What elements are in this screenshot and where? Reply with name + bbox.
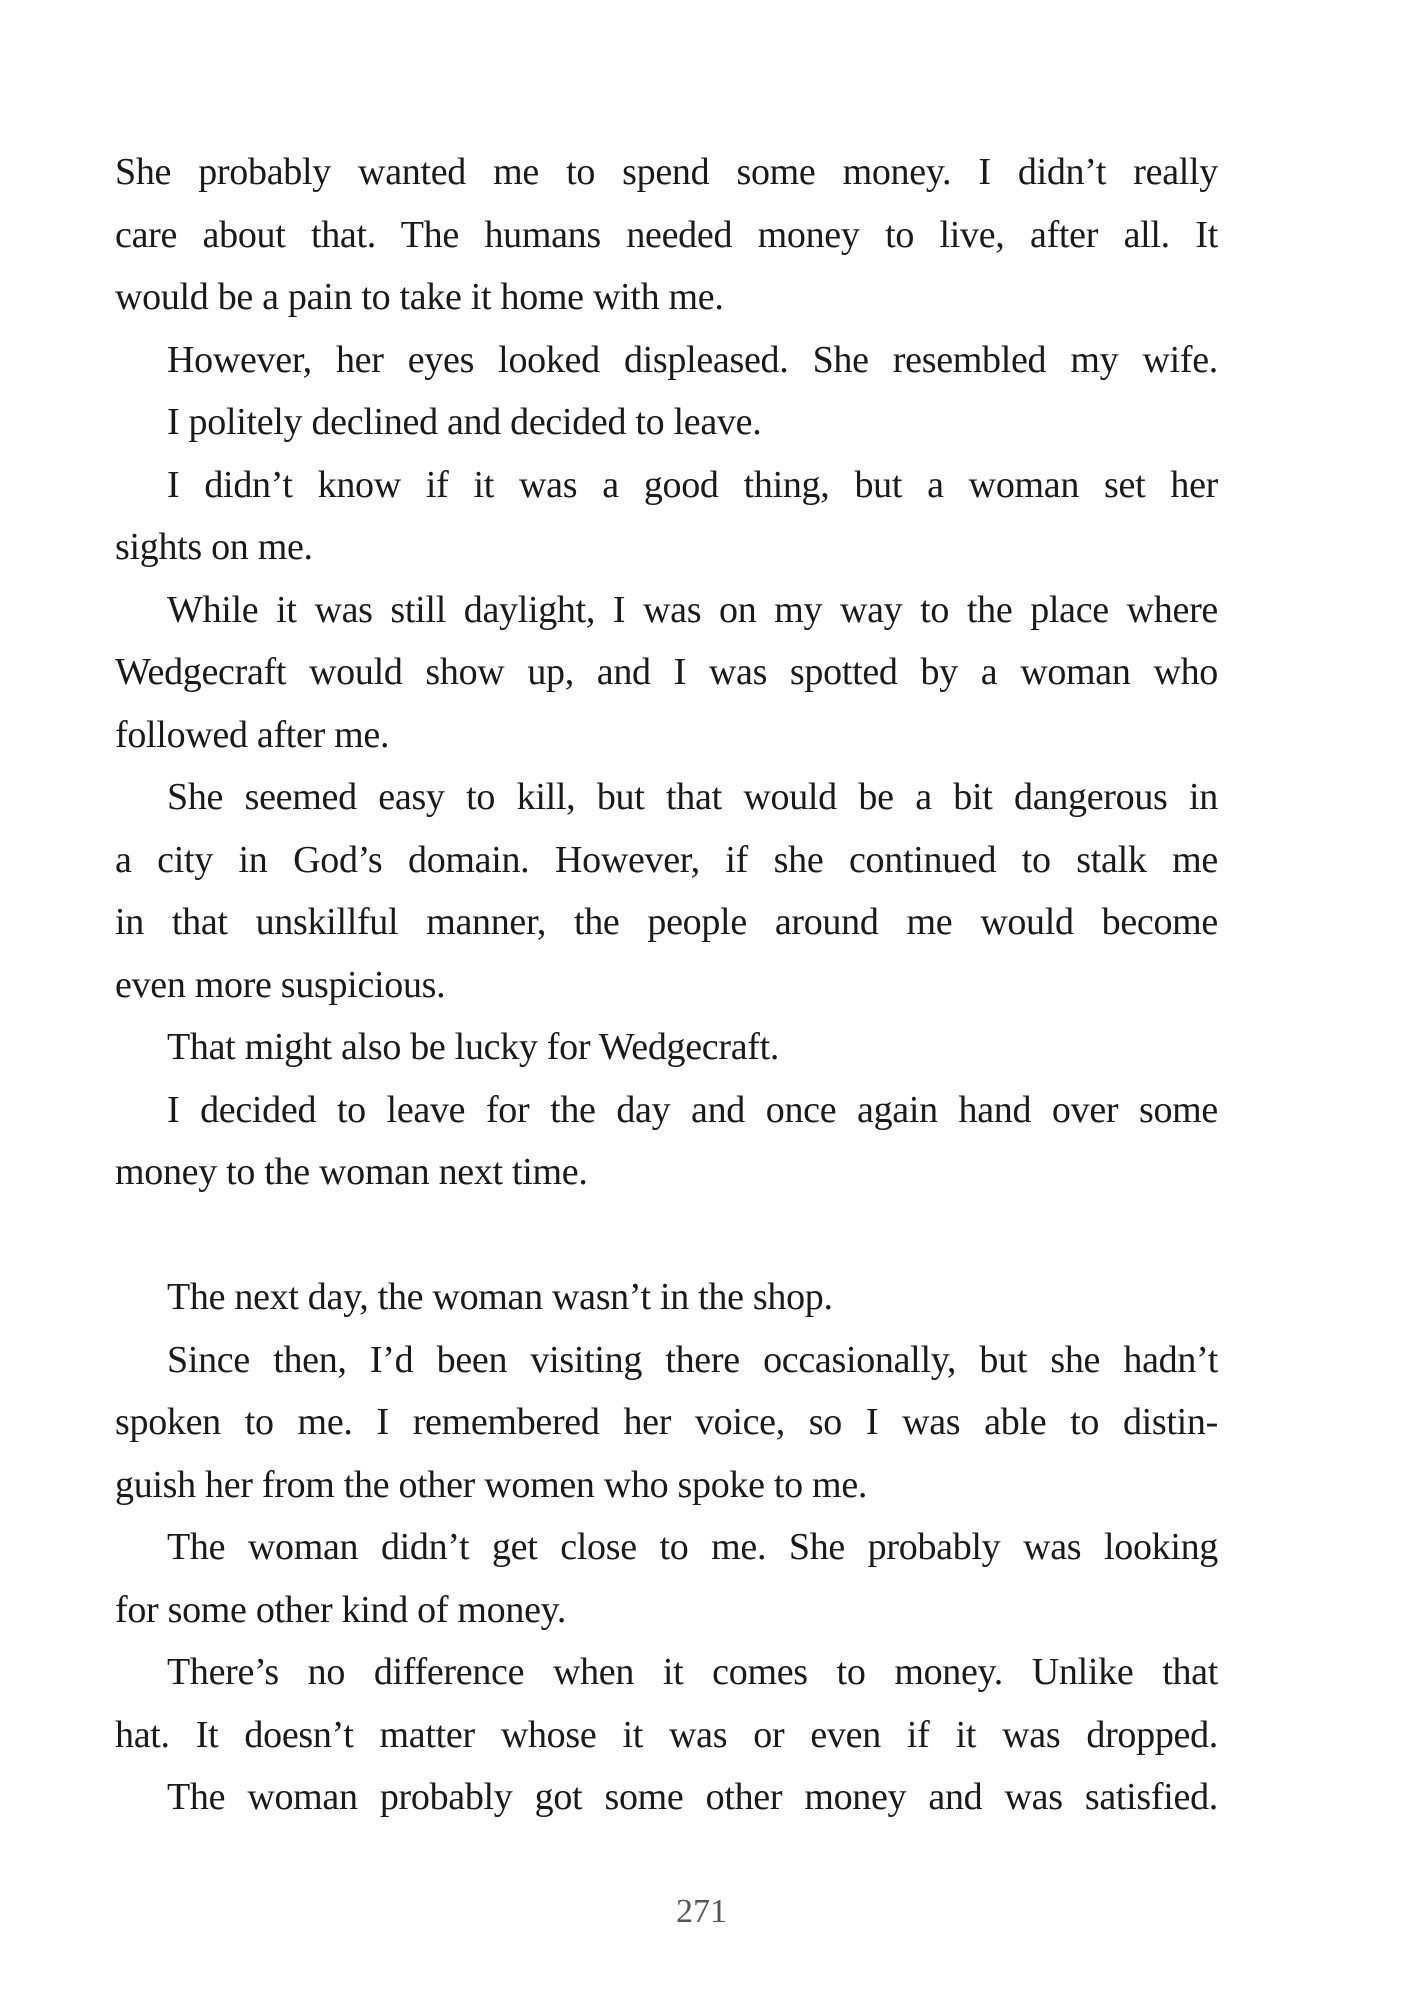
text-line: While it was still daylight, I was on my way to the place where	[167, 588, 1218, 631]
text-line: for some other kind of money.	[115, 1588, 567, 1631]
text-line: care about that. The humans needed money to live, after all. It	[115, 213, 1218, 256]
text-line: Since then, I’d been visiting there occasionally, but she hadn’t	[167, 1338, 1218, 1381]
text-line: She seemed easy to kill, but that would be a bit dangerous in	[167, 776, 1218, 818]
text-line: I decided to leave for the day and once again hand over some	[167, 1088, 1218, 1131]
text-line: a city in God’s domain. However, if she continued to stalk me	[115, 838, 1218, 881]
text-line: I didn’t know if it was a good thing, but a woman set her	[167, 463, 1218, 506]
text-line: The woman didn’t get close to me. She probably was looking	[167, 1526, 1218, 1568]
text-line: sights on me.	[115, 526, 313, 568]
text-line: followed after me.	[115, 713, 390, 756]
text-line: in that unskillful manner, the people around me would become	[115, 901, 1218, 943]
text-line: The woman probably got some other money and was satisfied.	[167, 1776, 1218, 1818]
text-line: The next day, the woman wasn’t in the shop.	[167, 1276, 833, 1318]
text-line: I politely declined and decided to leave.	[167, 401, 762, 443]
text-line: Wedgecraft would show up, and I was spotted by a woman who	[115, 651, 1218, 693]
text-line: She probably wanted me to spend some money. I didn’t really	[115, 151, 1218, 193]
text-line: There’s no difference when it comes to money. Unlike that	[167, 1651, 1218, 1693]
text-line: That might also be lucky for Wedgecraft.	[167, 1026, 780, 1068]
text-line: spoken to me. I remembered her voice, so I was able to distin-	[115, 1401, 1218, 1443]
text-line: would be a pain to take it home with me.	[115, 276, 724, 318]
text-line: However, her eyes looked displeased. She resembled my wife.	[167, 338, 1218, 381]
text-line: guish her from the other women who spoke to me.	[115, 1463, 868, 1506]
text-line: even more suspicious.	[115, 963, 446, 1006]
page-number: 271	[676, 1893, 727, 1930]
text-line: hat. It doesn’t matter whose it was or even if it was dropped.	[115, 1713, 1218, 1756]
text-line: money to the woman next time.	[115, 1151, 588, 1193]
